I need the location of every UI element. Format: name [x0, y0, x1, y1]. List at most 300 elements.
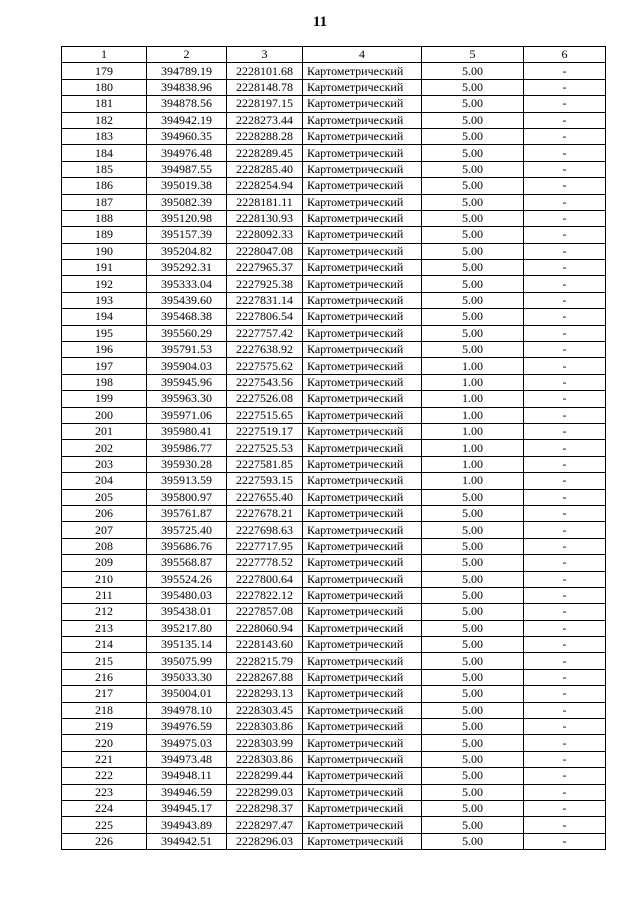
y-coordinate-cell: 2228285.40 — [227, 161, 303, 177]
x-coordinate-cell: 394789.19 — [147, 63, 227, 79]
x-coordinate-cell: 395438.01 — [147, 604, 227, 620]
accuracy-cell: 5.00 — [422, 833, 524, 849]
description-cell: - — [524, 604, 606, 620]
x-coordinate-cell: 395568.87 — [147, 555, 227, 571]
table-row — [62, 407, 606, 423]
method-cell: Картометрический — [303, 505, 422, 521]
y-coordinate-cell: 2227857.08 — [227, 604, 303, 620]
y-coordinate-cell: 2228148.78 — [227, 79, 303, 95]
description-cell: - — [524, 407, 606, 423]
method-cell: Картометрический — [303, 538, 422, 554]
table-row — [62, 391, 606, 407]
x-coordinate-cell: 395480.03 — [147, 587, 227, 603]
description-cell: - — [524, 587, 606, 603]
point-number-cell: 189 — [62, 227, 147, 243]
method-cell: Картометрический — [303, 292, 422, 308]
method-cell: Картометрический — [303, 342, 422, 358]
column-header-4: 4 — [303, 47, 422, 63]
column-header-1: 1 — [62, 47, 147, 63]
table-row — [62, 260, 606, 276]
method-cell: Картометрический — [303, 63, 422, 79]
method-cell: Картометрический — [303, 112, 422, 128]
x-coordinate-cell: 395761.87 — [147, 505, 227, 521]
description-cell: - — [524, 227, 606, 243]
description-cell: - — [524, 522, 606, 538]
table-row — [62, 637, 606, 653]
method-cell: Картометрический — [303, 555, 422, 571]
y-coordinate-cell: 2228181.11 — [227, 194, 303, 210]
y-coordinate-cell: 2227581.85 — [227, 456, 303, 472]
accuracy-cell: 5.00 — [422, 702, 524, 718]
table-row — [62, 128, 606, 144]
accuracy-cell: 5.00 — [422, 227, 524, 243]
x-coordinate-cell: 394948.11 — [147, 768, 227, 784]
point-number-cell: 208 — [62, 538, 147, 554]
point-number-cell: 217 — [62, 686, 147, 702]
method-cell: Картометрический — [303, 587, 422, 603]
method-cell: Картометрический — [303, 768, 422, 784]
description-cell: - — [524, 751, 606, 767]
description-cell: - — [524, 96, 606, 112]
table-row — [62, 276, 606, 292]
y-coordinate-cell: 2227515.65 — [227, 407, 303, 423]
table-row — [62, 538, 606, 554]
x-coordinate-cell: 395791.53 — [147, 342, 227, 358]
point-number-cell: 186 — [62, 178, 147, 194]
point-number-cell: 226 — [62, 833, 147, 849]
y-coordinate-cell: 2228303.45 — [227, 702, 303, 718]
x-coordinate-cell: 395204.82 — [147, 243, 227, 259]
point-number-cell: 180 — [62, 79, 147, 95]
y-coordinate-cell: 2228297.47 — [227, 817, 303, 833]
y-coordinate-cell: 2228060.94 — [227, 620, 303, 636]
x-coordinate-cell: 394978.10 — [147, 702, 227, 718]
point-number-cell: 197 — [62, 358, 147, 374]
point-number-cell: 201 — [62, 423, 147, 439]
y-coordinate-cell: 2227831.14 — [227, 292, 303, 308]
y-coordinate-cell: 2227800.64 — [227, 571, 303, 587]
x-coordinate-cell: 394943.89 — [147, 817, 227, 833]
x-coordinate-cell: 395004.01 — [147, 686, 227, 702]
x-coordinate-cell: 395157.39 — [147, 227, 227, 243]
point-number-cell: 182 — [62, 112, 147, 128]
column-header-3: 3 — [227, 47, 303, 63]
description-cell: - — [524, 63, 606, 79]
description-cell: - — [524, 260, 606, 276]
table-row — [62, 800, 606, 816]
accuracy-cell: 5.00 — [422, 768, 524, 784]
table-row — [62, 358, 606, 374]
accuracy-cell: 1.00 — [422, 391, 524, 407]
description-cell: - — [524, 669, 606, 685]
y-coordinate-cell: 2227526.08 — [227, 391, 303, 407]
method-cell: Картометрический — [303, 194, 422, 210]
x-coordinate-cell: 395217.80 — [147, 620, 227, 636]
accuracy-cell: 5.00 — [422, 210, 524, 226]
x-coordinate-cell: 394987.55 — [147, 161, 227, 177]
column-header-6: 6 — [524, 47, 606, 63]
x-coordinate-cell: 394975.03 — [147, 735, 227, 751]
accuracy-cell: 5.00 — [422, 719, 524, 735]
table-row — [62, 555, 606, 571]
table-row — [62, 227, 606, 243]
x-coordinate-cell: 394838.96 — [147, 79, 227, 95]
table-row — [62, 604, 606, 620]
method-cell: Картометрический — [303, 571, 422, 587]
accuracy-cell: 5.00 — [422, 817, 524, 833]
method-cell: Картометрический — [303, 817, 422, 833]
accuracy-cell: 5.00 — [422, 555, 524, 571]
method-cell: Картометрический — [303, 178, 422, 194]
accuracy-cell: 5.00 — [422, 686, 524, 702]
y-coordinate-cell: 2228101.68 — [227, 63, 303, 79]
x-coordinate-cell: 395986.77 — [147, 440, 227, 456]
description-cell: - — [524, 292, 606, 308]
description-cell: - — [524, 440, 606, 456]
method-cell: Картометрический — [303, 227, 422, 243]
page-number: 11 — [312, 14, 328, 30]
method-cell: Картометрический — [303, 735, 422, 751]
description-cell: - — [524, 571, 606, 587]
table-row — [62, 784, 606, 800]
accuracy-cell: 5.00 — [422, 260, 524, 276]
description-cell: - — [524, 768, 606, 784]
accuracy-cell: 5.00 — [422, 178, 524, 194]
description-cell: - — [524, 112, 606, 128]
point-number-cell: 205 — [62, 489, 147, 505]
method-cell: Картометрический — [303, 637, 422, 653]
y-coordinate-cell: 2227806.54 — [227, 309, 303, 325]
point-number-cell: 221 — [62, 751, 147, 767]
method-cell: Картометрический — [303, 784, 422, 800]
y-coordinate-cell: 2227525.53 — [227, 440, 303, 456]
point-number-cell: 200 — [62, 407, 147, 423]
y-coordinate-cell: 2227778.52 — [227, 555, 303, 571]
y-coordinate-cell: 2227678.21 — [227, 505, 303, 521]
table-row — [62, 817, 606, 833]
method-cell: Картометрический — [303, 145, 422, 161]
description-cell: - — [524, 620, 606, 636]
point-number-cell: 187 — [62, 194, 147, 210]
description-cell: - — [524, 79, 606, 95]
description-cell: - — [524, 473, 606, 489]
accuracy-cell: 5.00 — [422, 276, 524, 292]
description-cell: - — [524, 374, 606, 390]
description-cell: - — [524, 686, 606, 702]
table-row — [62, 473, 606, 489]
table-row — [62, 833, 606, 849]
table-row — [62, 440, 606, 456]
y-coordinate-cell: 2228254.94 — [227, 178, 303, 194]
point-number-cell: 207 — [62, 522, 147, 538]
y-coordinate-cell: 2228267.88 — [227, 669, 303, 685]
method-cell: Картометрический — [303, 669, 422, 685]
accuracy-cell: 5.00 — [422, 669, 524, 685]
accuracy-cell: 5.00 — [422, 243, 524, 259]
method-cell: Картометрический — [303, 325, 422, 341]
description-cell: - — [524, 358, 606, 374]
accuracy-cell: 5.00 — [422, 63, 524, 79]
table-row — [62, 587, 606, 603]
x-coordinate-cell: 395082.39 — [147, 194, 227, 210]
description-cell: - — [524, 391, 606, 407]
accuracy-cell: 5.00 — [422, 489, 524, 505]
accuracy-cell: 5.00 — [422, 145, 524, 161]
y-coordinate-cell: 2227965.37 — [227, 260, 303, 276]
description-cell: - — [524, 719, 606, 735]
table-row — [62, 686, 606, 702]
method-cell: Картометрический — [303, 522, 422, 538]
y-coordinate-cell: 2228215.79 — [227, 653, 303, 669]
point-number-cell: 224 — [62, 800, 147, 816]
table-row — [62, 489, 606, 505]
table-row — [62, 325, 606, 341]
description-cell: - — [524, 145, 606, 161]
method-cell: Картометрический — [303, 456, 422, 472]
x-coordinate-cell: 395075.99 — [147, 653, 227, 669]
description-cell: - — [524, 505, 606, 521]
accuracy-cell: 5.00 — [422, 128, 524, 144]
description-cell: - — [524, 276, 606, 292]
method-cell: Картометрический — [303, 800, 422, 816]
table-row — [62, 423, 606, 439]
point-number-cell: 195 — [62, 325, 147, 341]
point-number-cell: 218 — [62, 702, 147, 718]
point-number-cell: 198 — [62, 374, 147, 390]
x-coordinate-cell: 395135.14 — [147, 637, 227, 653]
description-cell: - — [524, 210, 606, 226]
method-cell: Картометрический — [303, 276, 422, 292]
y-coordinate-cell: 2228303.86 — [227, 751, 303, 767]
point-number-cell: 190 — [62, 243, 147, 259]
accuracy-cell: 5.00 — [422, 79, 524, 95]
method-cell: Картометрический — [303, 620, 422, 636]
accuracy-cell: 5.00 — [422, 112, 524, 128]
method-cell: Картометрический — [303, 686, 422, 702]
point-number-cell: 185 — [62, 161, 147, 177]
y-coordinate-cell: 2228130.93 — [227, 210, 303, 226]
x-coordinate-cell: 395980.41 — [147, 423, 227, 439]
y-coordinate-cell: 2228296.03 — [227, 833, 303, 849]
point-number-cell: 222 — [62, 768, 147, 784]
description-cell: - — [524, 325, 606, 341]
table-row — [62, 505, 606, 521]
method-cell: Картометрический — [303, 407, 422, 423]
y-coordinate-cell: 2228288.28 — [227, 128, 303, 144]
y-coordinate-cell: 2227717.95 — [227, 538, 303, 554]
accuracy-cell: 5.00 — [422, 587, 524, 603]
method-cell: Картометрический — [303, 489, 422, 505]
x-coordinate-cell: 395686.76 — [147, 538, 227, 554]
x-coordinate-cell: 395913.59 — [147, 473, 227, 489]
y-coordinate-cell: 2228299.03 — [227, 784, 303, 800]
x-coordinate-cell: 394960.35 — [147, 128, 227, 144]
description-cell: - — [524, 784, 606, 800]
table-row — [62, 653, 606, 669]
x-coordinate-cell: 395333.04 — [147, 276, 227, 292]
y-coordinate-cell: 2227575.62 — [227, 358, 303, 374]
method-cell: Картометрический — [303, 79, 422, 95]
accuracy-cell: 1.00 — [422, 440, 524, 456]
point-number-cell: 193 — [62, 292, 147, 308]
x-coordinate-cell: 395904.03 — [147, 358, 227, 374]
table-row — [62, 751, 606, 767]
accuracy-cell: 5.00 — [422, 637, 524, 653]
accuracy-cell: 5.00 — [422, 309, 524, 325]
point-number-cell: 214 — [62, 637, 147, 653]
accuracy-cell: 5.00 — [422, 538, 524, 554]
y-coordinate-cell: 2228047.08 — [227, 243, 303, 259]
table-row — [62, 522, 606, 538]
accuracy-cell: 5.00 — [422, 784, 524, 800]
table-row — [62, 161, 606, 177]
point-number-cell: 223 — [62, 784, 147, 800]
method-cell: Картометрический — [303, 440, 422, 456]
point-number-cell: 194 — [62, 309, 147, 325]
description-cell: - — [524, 702, 606, 718]
table-row — [62, 719, 606, 735]
accuracy-cell: 5.00 — [422, 620, 524, 636]
x-coordinate-cell: 394976.59 — [147, 719, 227, 735]
column-header-5: 5 — [422, 47, 524, 63]
table-row — [62, 735, 606, 751]
point-number-cell: 181 — [62, 96, 147, 112]
method-cell: Картометрический — [303, 473, 422, 489]
method-cell: Картометрический — [303, 96, 422, 112]
point-number-cell: 212 — [62, 604, 147, 620]
x-coordinate-cell: 394945.17 — [147, 800, 227, 816]
y-coordinate-cell: 2227698.63 — [227, 522, 303, 538]
y-coordinate-cell: 2227543.56 — [227, 374, 303, 390]
point-number-cell: 211 — [62, 587, 147, 603]
point-number-cell: 209 — [62, 555, 147, 571]
x-coordinate-cell: 395524.26 — [147, 571, 227, 587]
y-coordinate-cell: 2228273.44 — [227, 112, 303, 128]
point-number-cell: 220 — [62, 735, 147, 751]
method-cell: Картометрический — [303, 260, 422, 276]
x-coordinate-cell: 394973.48 — [147, 751, 227, 767]
method-cell: Картометрический — [303, 702, 422, 718]
method-cell: Картометрический — [303, 243, 422, 259]
table-row — [62, 456, 606, 472]
table-row — [62, 112, 606, 128]
accuracy-cell: 5.00 — [422, 161, 524, 177]
table-row — [62, 309, 606, 325]
accuracy-cell: 5.00 — [422, 96, 524, 112]
point-number-cell: 202 — [62, 440, 147, 456]
description-cell: - — [524, 128, 606, 144]
table-row — [62, 243, 606, 259]
x-coordinate-cell: 394946.59 — [147, 784, 227, 800]
x-coordinate-cell: 395930.28 — [147, 456, 227, 472]
method-cell: Картометрический — [303, 128, 422, 144]
point-number-cell: 216 — [62, 669, 147, 685]
x-coordinate-cell: 395019.38 — [147, 178, 227, 194]
accuracy-cell: 5.00 — [422, 653, 524, 669]
method-cell: Картометрический — [303, 391, 422, 407]
method-cell: Картометрический — [303, 751, 422, 767]
method-cell: Картометрический — [303, 653, 422, 669]
point-number-cell: 225 — [62, 817, 147, 833]
point-number-cell: 203 — [62, 456, 147, 472]
accuracy-cell: 1.00 — [422, 456, 524, 472]
x-coordinate-cell: 394942.19 — [147, 112, 227, 128]
y-coordinate-cell: 2227638.92 — [227, 342, 303, 358]
x-coordinate-cell: 395963.30 — [147, 391, 227, 407]
accuracy-cell: 5.00 — [422, 342, 524, 358]
accuracy-cell: 5.00 — [422, 194, 524, 210]
point-number-cell: 179 — [62, 63, 147, 79]
y-coordinate-cell: 2228298.37 — [227, 800, 303, 816]
accuracy-cell: 5.00 — [422, 522, 524, 538]
point-number-cell: 183 — [62, 128, 147, 144]
y-coordinate-cell: 2228293.13 — [227, 686, 303, 702]
point-number-cell: 215 — [62, 653, 147, 669]
table-row — [62, 96, 606, 112]
point-number-cell: 206 — [62, 505, 147, 521]
column-header-2: 2 — [147, 47, 227, 63]
method-cell: Картометрический — [303, 309, 422, 325]
table-row — [62, 194, 606, 210]
accuracy-cell: 5.00 — [422, 800, 524, 816]
x-coordinate-cell: 395945.96 — [147, 374, 227, 390]
table-row — [62, 79, 606, 95]
y-coordinate-cell: 2228197.15 — [227, 96, 303, 112]
description-cell: - — [524, 423, 606, 439]
description-cell: - — [524, 800, 606, 816]
y-coordinate-cell: 2227757.42 — [227, 325, 303, 341]
table-row — [62, 292, 606, 308]
point-number-cell: 204 — [62, 473, 147, 489]
accuracy-cell: 1.00 — [422, 407, 524, 423]
table-row — [62, 63, 606, 79]
table-row — [62, 702, 606, 718]
accuracy-cell: 5.00 — [422, 571, 524, 587]
y-coordinate-cell: 2227925.38 — [227, 276, 303, 292]
accuracy-cell: 1.00 — [422, 473, 524, 489]
point-number-cell: 213 — [62, 620, 147, 636]
description-cell: - — [524, 489, 606, 505]
x-coordinate-cell: 395439.60 — [147, 292, 227, 308]
table-row — [62, 342, 606, 358]
point-number-cell: 192 — [62, 276, 147, 292]
y-coordinate-cell: 2227822.12 — [227, 587, 303, 603]
y-coordinate-cell: 2227593.15 — [227, 473, 303, 489]
table-row — [62, 210, 606, 226]
table-row — [62, 145, 606, 161]
accuracy-cell: 5.00 — [422, 325, 524, 341]
y-coordinate-cell: 2228289.45 — [227, 145, 303, 161]
table-row — [62, 374, 606, 390]
description-cell: - — [524, 735, 606, 751]
table-row — [62, 620, 606, 636]
description-cell: - — [524, 817, 606, 833]
description-cell: - — [524, 538, 606, 554]
x-coordinate-cell: 395468.38 — [147, 309, 227, 325]
method-cell: Картометрический — [303, 374, 422, 390]
accuracy-cell: 5.00 — [422, 735, 524, 751]
description-cell: - — [524, 194, 606, 210]
point-number-cell: 219 — [62, 719, 147, 735]
description-cell: - — [524, 456, 606, 472]
description-cell: - — [524, 833, 606, 849]
point-number-cell: 188 — [62, 210, 147, 226]
y-coordinate-cell: 2228092.33 — [227, 227, 303, 243]
method-cell: Картометрический — [303, 210, 422, 226]
x-coordinate-cell: 395292.31 — [147, 260, 227, 276]
method-cell: Картометрический — [303, 423, 422, 439]
accuracy-cell: 1.00 — [422, 374, 524, 390]
